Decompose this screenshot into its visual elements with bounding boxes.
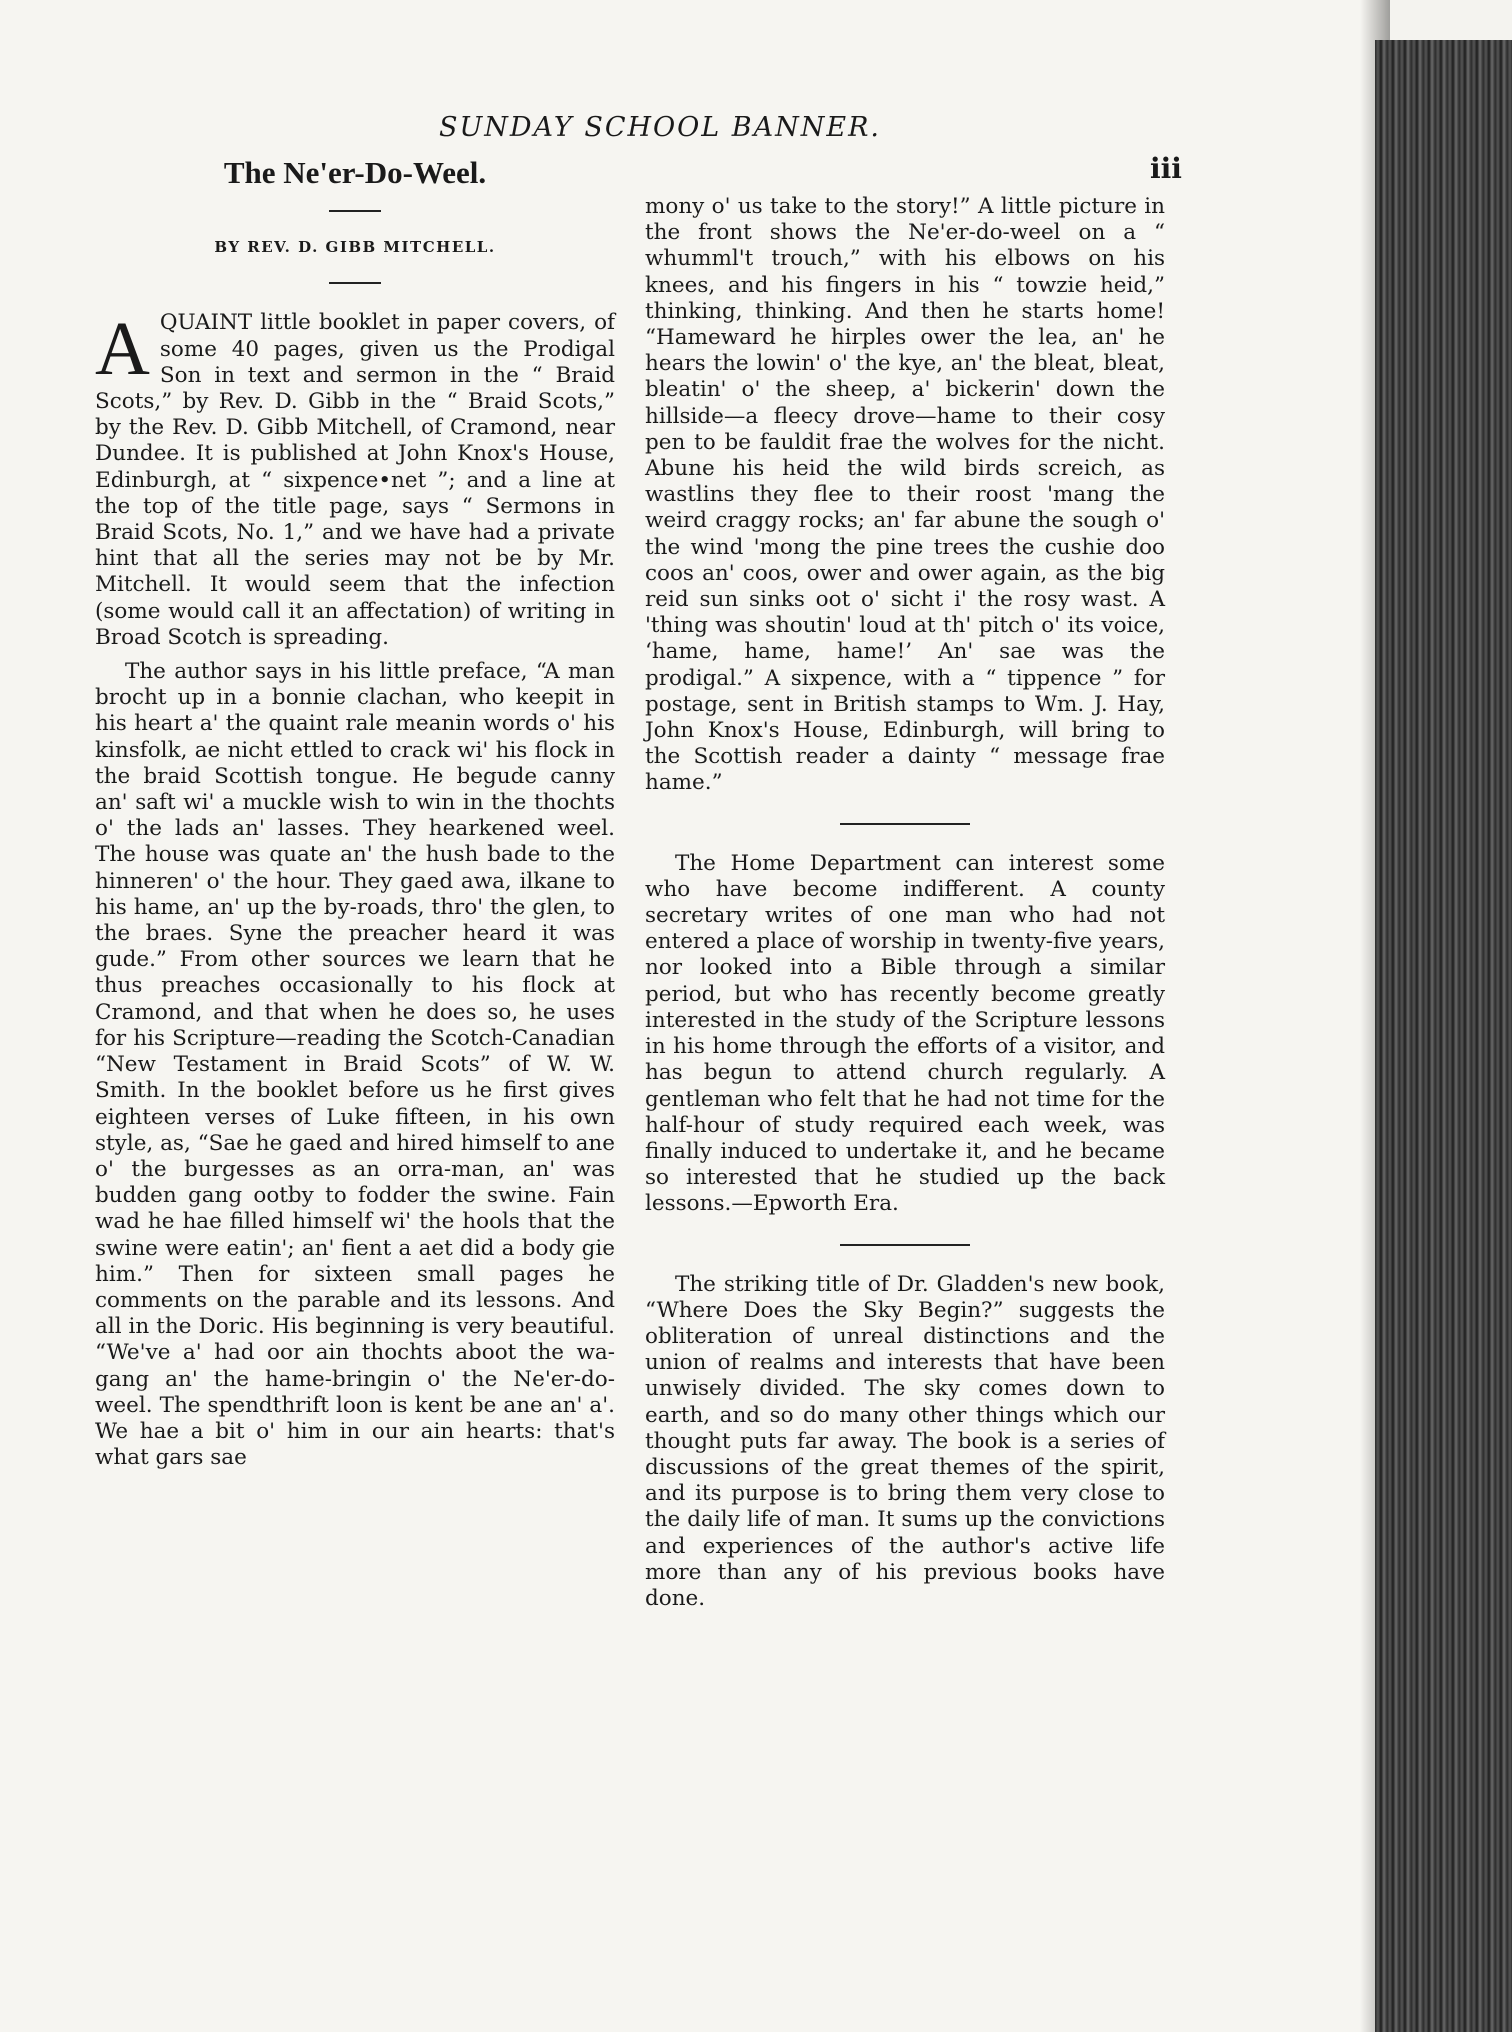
section-rule-2 (840, 1244, 970, 1246)
section-rule-1 (840, 823, 970, 825)
paragraph-1-text: QUAINT little booklet in paper covers, of some 40 pages, given us the Prodigal Son in text and sermon in the “ Braid Scots,” by Rev. D. Gibb in the “ Braid Scots,” by the Rev. D. Gibb Mitchell, of Cramond, near Dundee. It is published at John Knox's House, Edinburgh, at “ sixpence•net ”; and a line at the top of the title page, says “ Sermons in Braid Scots, No. 1,” and we have had a private hint that all the series may not be by Mr. Mitchell. It would seem that the infection (some would call it an affectation) of writing in Broad Scotch is spreading. (95, 310, 615, 650)
article-paragraph-2: The author says in his little preface, “A man brocht up in a bonnie clachan, who keepit in his heart a' the quaint rale meanin words o' his kinsfolk, ae nicht ettled to crack wi' his flock in the braid Scottish tongue. He begude canny an' saft wi' a muckle wish to win in the thochts o' the lads an' lasses. They hearkened weel. The house was quate an' the hush bade to the hinneren' o' the hour. They gaed awa, ilkane to his hame, an' up the by-roads, thro' the glen, to the braes. Syne the preacher heard it was gude.” From other sources we learn that he thus preaches occasionally to his flock at Cramond, and that when he does so, he uses for his Scripture—reading the Scotch-Canadian “New Testament in Braid Scots” of W. W. Smith. In the booklet before us he first gives eighteen verses of Luke fifteen, in his own style, as, “Sae he gaed and hired himself to ane o' the burgesses as an orra-man, an' was budden gang ootby to fodder the swine. Fain wad he hae filled himself wi' the hools that the swine were eatin'; an' fient a aet did a body gie him.” Then for sixteen small pages he comments on the parable and its lessons. And all in the Doric. His beginning is very beautiful. “We've a' had oor ain thochts aboot the wa-gang an' the hame-bringin o' the Ne'er-do-weel. The spendthrift loon is kent be ane an' a'. We hae a bit o' him in our ain hearts: that's what gars sae (95, 659, 615, 1471)
title-rule (329, 210, 381, 212)
book-edge (1375, 40, 1512, 2032)
page-number: iii (1150, 152, 1182, 185)
note-home-department: The Home Department can interest some who have become indifferent. A county secretary writes of one man who had not entered a place of worship in twenty-five years, nor looked into a Bible through a similar period, but who has recently become greatly interested in the study of the Scripture lessons in his home through the efforts of a visitor, and has begun to attend church regularly. A gentleman who felt that he had not time for the half-hour of study required each week, was finally induced to undertake it, and he became so interested that he studied up the back lessons.—Epworth Era. (645, 850, 1165, 1217)
drop-cap: A (95, 307, 150, 392)
article-title: The Ne'er-Do-Weel. (223, 155, 487, 190)
article-byline: BY REV. D. GIBB MITCHELL. (214, 238, 496, 257)
left-column (95, 155, 615, 1479)
note-gladden-book: The striking title of Dr. Gladden's new book, “Where Does the Sky Begin?” suggests the obliteration of unreal distinctions and the union of realms and interests that have been unwisely divided. The sky comes down to earth, and so do many other things which our thought puts far away. The book is a series of discussions of the great themes of the spirit, and its purpose is to bring them very close to the daily life of man. It sums up the convictions and experiences of the author's active life more than any of his previous books have done. (645, 1271, 1165, 1611)
article-paragraph-1 (95, 307, 615, 651)
running-header: SUNDAY SCHOOL BANNER. (438, 112, 882, 143)
right-column (645, 194, 1165, 1620)
article-continuation: mony o' us take to the story!” A little picture in the front shows the Ne'er-do-weel on a “ whumml't trouch,” with his elbows on his knees, and his fingers in his “ towzie heid,” thinking, thinking. And then he starts home! “Hameward he hirples ower the lea, an' he hears the lowin' o' the kye, an' the bleat, bleat, bleatin' o' the sheep, a' bickerin' down the hillside—a fleecy drove—hame to their cosy pen to be fauldit frae the wolves for the nicht. Abune his heid the wild birds screich, as wastlins they flee to their roost 'mang the weird craggy rocks; an' far abune the sough o' the wind 'mong the pine trees the cushie doo coos an' coos, ower and ower again, as the big reid sun sinks oot o' sicht i' the rosy wast. A 'thing was shoutin' loud at th' pitch o' its voice, ‘hame, hame, hame!’ An' sae was the prodigal.” A sixpence, with a “ tippence ” for postage, sent in British stamps to Wm. J. Hay, John Knox's House, Edinburgh, will bring to the Scottish reader a dainty “ message frae hame.” (645, 194, 1165, 796)
